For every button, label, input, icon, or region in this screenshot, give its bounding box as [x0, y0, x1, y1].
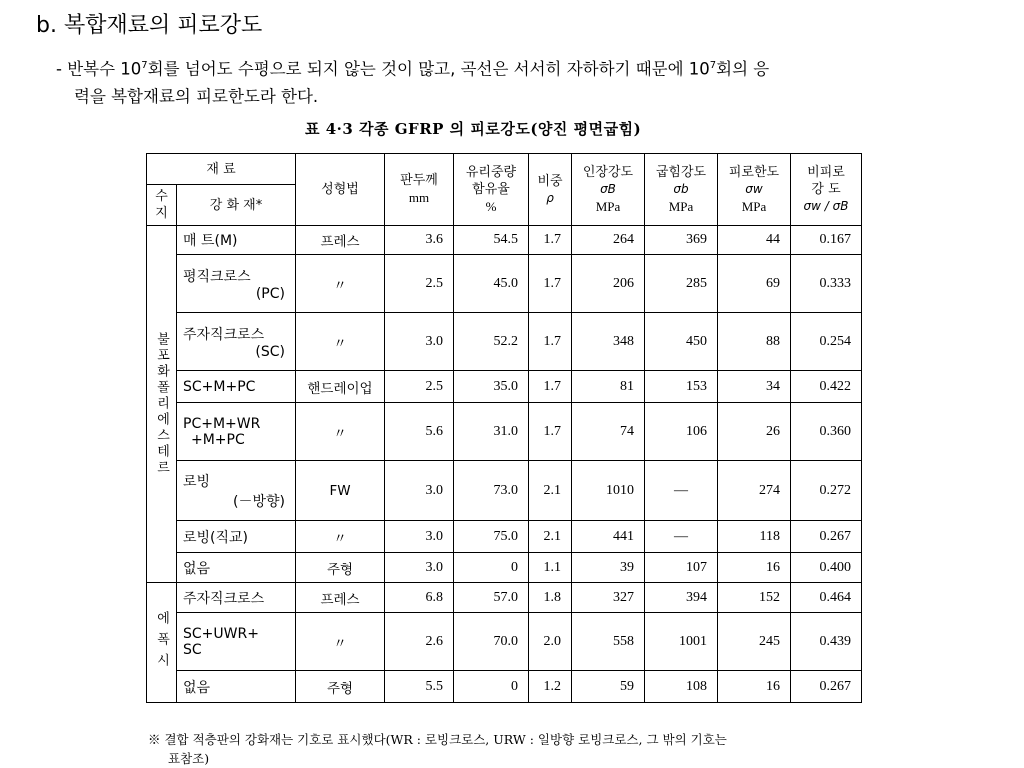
- tensile-cell: 206: [572, 255, 645, 313]
- glass-cell: 35.0: [454, 371, 529, 403]
- density-cell: 2.1: [529, 461, 572, 521]
- tensile-cell: 39: [572, 553, 645, 583]
- glass-cell: 73.0: [454, 461, 529, 521]
- table-row: [147, 671, 862, 703]
- header-tensile-symbol: σB: [600, 181, 616, 196]
- tensile-cell: 327: [572, 583, 645, 613]
- tensile-cell: 81: [572, 371, 645, 403]
- density-cell: 1.8: [529, 583, 572, 613]
- table-header-row-1: [147, 154, 862, 185]
- density-cell: 1.7: [529, 255, 572, 313]
- glass-cell: 75.0: [454, 521, 529, 553]
- method-cell: 〃: [296, 613, 385, 671]
- method-cell: 프레스: [296, 226, 385, 255]
- fatigue-cell: 26: [718, 403, 791, 461]
- thickness-cell: 6.8: [385, 583, 454, 613]
- fatigue-cell: 69: [718, 255, 791, 313]
- fatigue-cell: 118: [718, 521, 791, 553]
- table-row: [147, 255, 862, 313]
- fatigue-strength-table: [146, 153, 862, 703]
- footnote-line2: 표참조): [168, 751, 210, 766]
- material-cell: [177, 613, 296, 671]
- bending-cell: 394: [645, 583, 718, 613]
- header-tensile-unit: MPa: [595, 198, 621, 214]
- bending-cell: 107: [645, 553, 718, 583]
- material-cell: [177, 313, 296, 371]
- fatigue-cell: 152: [718, 583, 791, 613]
- glass-cell: 52.2: [454, 313, 529, 371]
- ratio-cell: 0.267: [791, 521, 862, 553]
- thickness-cell: 3.0: [385, 553, 454, 583]
- ratio-cell: 0.422: [791, 371, 862, 403]
- ratio-cell: 0.272: [791, 461, 862, 521]
- footnote-line1: ※ 결합 적층판의 강화재는 기호로 표시했다(WR : 로빙크로스, URW : 일방향 로빙크로스, 그 밖의 기호는: [148, 732, 727, 747]
- tensile-cell: 264: [572, 226, 645, 255]
- header-fatigue-symbol: σw: [745, 181, 763, 196]
- superscript-exponent-2: 7: [709, 60, 717, 71]
- ratio-cell: 0.267: [791, 671, 862, 703]
- method-cell: 〃: [296, 403, 385, 461]
- material-name: PC+M+WR: [183, 415, 261, 432]
- thickness-cell: 3.0: [385, 313, 454, 371]
- thickness-cell: 3.0: [385, 461, 454, 521]
- ratio-cell: 0.400: [791, 553, 862, 583]
- header-bending: [645, 154, 718, 226]
- header-density: [529, 154, 572, 226]
- ratio-cell: 0.360: [791, 403, 862, 461]
- bending-cell: —: [645, 461, 718, 521]
- bending-cell: 450: [645, 313, 718, 371]
- bending-cell: 369: [645, 226, 718, 255]
- bullet-dash: -: [56, 59, 62, 79]
- material-subline: (PC): [255, 285, 285, 302]
- fatigue-cell: 16: [718, 671, 791, 703]
- thickness-cell: 3.0: [385, 521, 454, 553]
- thickness-cell: 5.5: [385, 671, 454, 703]
- header-method: 성형법: [296, 154, 385, 226]
- material-subline: +M+PC: [191, 431, 245, 448]
- tensile-cell: 348: [572, 313, 645, 371]
- material-name: 없음: [183, 560, 211, 577]
- method-cell: 〃: [296, 521, 385, 553]
- header-ratio-symbol: σw / σB: [803, 199, 849, 213]
- paragraph-text-2: 회를 넘어도 수평으로 되지 않는 것이 많고, 곡선은 서서히 자하하기 때문에 10: [147, 59, 710, 79]
- header-bending-label: 굽힘강도: [655, 164, 707, 180]
- method-cell: 〃: [296, 255, 385, 313]
- header-fatigue-ratio: [791, 154, 862, 226]
- material-cell: [177, 521, 296, 553]
- material-name: 평직크로스: [183, 268, 251, 285]
- thickness-cell: 2.5: [385, 255, 454, 313]
- method-cell: 핸드레이업: [296, 371, 385, 403]
- resin-cell: 에폭시: [147, 583, 177, 703]
- material-cell: [177, 671, 296, 703]
- thickness-cell: 2.5: [385, 371, 454, 403]
- table-row: [147, 313, 862, 371]
- material-subline: (SC): [255, 343, 285, 360]
- thickness-cell: 3.6: [385, 226, 454, 255]
- density-cell: 2.1: [529, 521, 572, 553]
- ratio-cell: 0.254: [791, 313, 862, 371]
- glass-cell: 70.0: [454, 613, 529, 671]
- paragraph-text-line2: 력을 복합재료의 피로한도라 한다.: [74, 86, 319, 106]
- density-cell: 1.7: [529, 313, 572, 371]
- bending-cell: —: [645, 521, 718, 553]
- header-thickness: [385, 154, 454, 226]
- glass-cell: 31.0: [454, 403, 529, 461]
- material-name: SC+M+PC: [183, 378, 256, 395]
- table-row: [147, 613, 862, 671]
- header-bending-unit: MPa: [668, 198, 694, 214]
- section-heading: b. 복합재료의 피로강도: [36, 13, 263, 38]
- density-cell: 1.7: [529, 403, 572, 461]
- tensile-cell: 558: [572, 613, 645, 671]
- ratio-cell: 0.167: [791, 226, 862, 255]
- tensile-cell: 1010: [572, 461, 645, 521]
- method-cell: 주형: [296, 553, 385, 583]
- material-cell: [177, 255, 296, 313]
- header-ratio-line2: 강 도: [811, 182, 841, 197]
- material-cell: [177, 226, 296, 255]
- material-name: 없음: [183, 679, 211, 696]
- material-subline: (－방향): [233, 493, 285, 510]
- density-cell: 1.1: [529, 553, 572, 583]
- method-cell: 프레스: [296, 583, 385, 613]
- material-name: 주자직크로스: [183, 326, 265, 343]
- header-thickness-label: 판두께: [400, 173, 438, 188]
- header-tensile: [572, 154, 645, 226]
- header-fatigue-label: 피로한도: [728, 164, 780, 180]
- method-cell: 주형: [296, 671, 385, 703]
- fatigue-cell: 88: [718, 313, 791, 371]
- bending-cell: 1001: [645, 613, 718, 671]
- header-ratio-line1: 비피로: [807, 165, 845, 180]
- material-name: 주자직크로스: [183, 590, 265, 607]
- material-cell: [177, 553, 296, 583]
- resin-cell: 불포화폴리에스테르: [147, 226, 177, 583]
- density-cell: 1.7: [529, 226, 572, 255]
- fatigue-cell: 34: [718, 371, 791, 403]
- table-row: [147, 403, 862, 461]
- header-fatigue-unit: MPa: [741, 198, 767, 214]
- header-glass-content: [454, 154, 529, 226]
- header-resin: 수지: [147, 185, 177, 226]
- table-footnote: [148, 730, 727, 768]
- tensile-cell: 59: [572, 671, 645, 703]
- header-density-label: 비중: [537, 173, 563, 189]
- glass-cell: 45.0: [454, 255, 529, 313]
- tensile-cell: 441: [572, 521, 645, 553]
- table-row: [147, 461, 862, 521]
- glass-cell: 57.0: [454, 583, 529, 613]
- material-name: 매 트(M): [183, 233, 238, 249]
- material-cell: [177, 403, 296, 461]
- density-cell: 1.2: [529, 671, 572, 703]
- table-row: [147, 553, 862, 583]
- header-density-symbol: ρ: [546, 190, 554, 205]
- glass-cell: 0: [454, 553, 529, 583]
- method-cell: FW: [296, 461, 385, 521]
- table-row: [147, 226, 862, 255]
- paragraph-text-1: 반복수 10: [61, 59, 142, 79]
- table-row: [147, 371, 862, 403]
- material-cell: [177, 461, 296, 521]
- header-bending-symbol: σb: [673, 181, 689, 196]
- thickness-cell: 5.6: [385, 403, 454, 461]
- material-name: 로빙: [183, 473, 211, 490]
- material-name: 로빙(직교): [183, 529, 249, 546]
- header-tensile-label: 인장강도: [582, 164, 634, 180]
- glass-cell: 0: [454, 671, 529, 703]
- fatigue-cell: 16: [718, 553, 791, 583]
- glass-cell: 54.5: [454, 226, 529, 255]
- fatigue-cell: 245: [718, 613, 791, 671]
- ratio-cell: 0.439: [791, 613, 862, 671]
- ratio-cell: 0.464: [791, 583, 862, 613]
- header-glass-line1: 유리중량: [465, 164, 517, 180]
- thickness-cell: 2.6: [385, 613, 454, 671]
- header-fatigue-limit: [718, 154, 791, 226]
- table-row: [147, 521, 862, 553]
- paragraph-text-3: 회의 응: [716, 59, 770, 79]
- bending-cell: 285: [645, 255, 718, 313]
- material-cell: [177, 583, 296, 613]
- density-cell: 2.0: [529, 613, 572, 671]
- material-name: SC+UWR+: [183, 625, 259, 642]
- fatigue-cell: 44: [718, 226, 791, 255]
- header-thickness-unit: mm: [408, 190, 430, 205]
- header-reinforcement: 강 화 재*: [177, 185, 296, 226]
- ratio-cell: 0.333: [791, 255, 862, 313]
- fatigue-cell: 274: [718, 461, 791, 521]
- table-row: [147, 583, 862, 613]
- header-glass-line2: 함유율: [472, 181, 510, 197]
- header-glass-unit: %: [485, 198, 497, 214]
- bending-cell: 106: [645, 403, 718, 461]
- table-caption: 표 4·3 각종 GFRP 의 피로강도(양진 평면굽힘): [305, 120, 642, 138]
- method-cell: 〃: [296, 313, 385, 371]
- superscript-exponent-1: 7: [141, 60, 148, 71]
- bending-cell: 153: [645, 371, 718, 403]
- material-cell: [177, 371, 296, 403]
- header-material: 재 료: [147, 154, 296, 185]
- material-subline: SC: [183, 641, 202, 658]
- body-paragraph: [56, 52, 1016, 110]
- density-cell: 1.7: [529, 371, 572, 403]
- tensile-cell: 74: [572, 403, 645, 461]
- bending-cell: 108: [645, 671, 718, 703]
